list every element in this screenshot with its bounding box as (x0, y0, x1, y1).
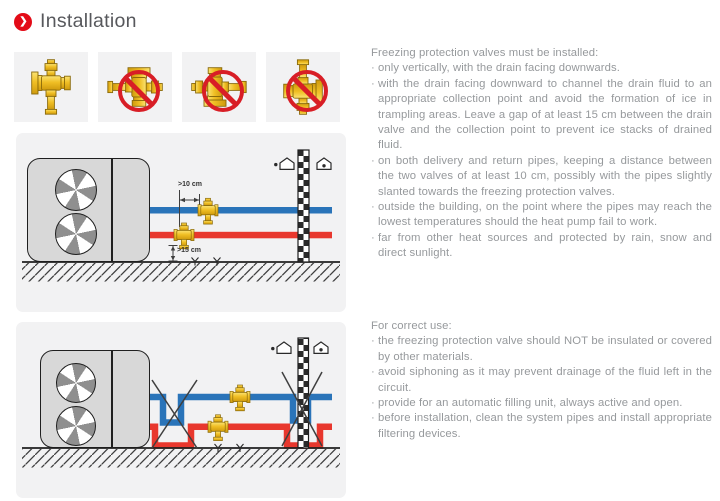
building-wall (298, 338, 309, 448)
list-item-text: provide for an automatic filling unit, always active and open. (378, 397, 683, 410)
bullet-icon: · (371, 412, 375, 425)
prohibition-icon (118, 70, 160, 112)
diagram-outdoor-installation (16, 133, 346, 312)
bullet-icon: · (371, 201, 375, 214)
valve-orientation-upside-down-prohibited (266, 52, 340, 122)
drop-dimension-label: >15 cm (177, 247, 201, 254)
list-item (371, 200, 712, 231)
list-item-text: outside the building, on the point where the pipes may reach the lowest temperatures should the heat pump fail to work. (378, 201, 712, 229)
list-item-text: with the drain facing downward to channel the drain fluid to an appropriate collection point and avoid the formation of ice in trampling areas. Leave a gap of at least 15 cm between the drain valve and the collection point to prevent ice stacks of drained fluid. (378, 77, 712, 152)
list-item (371, 231, 712, 262)
list-item (371, 411, 712, 442)
list-item-text: on both delivery and return pipes, keeping a distance between the two valves of at least 10 cm, possibly with the pipes slightly slanted towards the freezing protection valves. (378, 154, 712, 198)
list-item (371, 154, 712, 200)
bullet-icon: · (371, 366, 375, 379)
notes-intro: Freezing protection valves must be installed: (371, 47, 599, 59)
list-item (371, 61, 712, 76)
diagram-siphon-warning (16, 322, 346, 498)
list-item-text: the freezing protection valve should NOT be insulated or covered by other materials. (378, 335, 712, 363)
freezing-protection-valve-delivery (198, 198, 218, 224)
chevron-right-icon: ❯ (19, 15, 28, 27)
valve-icon (31, 59, 71, 115)
inside-house-icon (314, 342, 328, 353)
section-bullet-icon (14, 13, 32, 31)
page-title: Installation (40, 10, 137, 32)
inside-house-icon (317, 158, 331, 169)
list-item-text: before installation, clean the system pipes and install appropriate filtering devices. (378, 412, 712, 440)
correct-use-bullet-list (371, 334, 712, 442)
bullet-icon: · (371, 335, 375, 348)
correct-use-notes (371, 319, 712, 442)
freezing-protection-valve-return (174, 223, 194, 249)
diagram1-linework (16, 133, 346, 312)
bullet-icon: · (371, 397, 375, 410)
list-item-text: far from other heat sources and protected by rain, snow and direct sunlight. (378, 231, 712, 260)
ground-hatch (22, 449, 340, 468)
prohibition-icon (286, 70, 328, 112)
notes-bullet-list (371, 61, 712, 261)
crossed-out-siphon (152, 380, 197, 448)
valve-orientation-horizontal-right-prohibited (182, 52, 256, 122)
bullet-icon: · (371, 154, 375, 167)
freezing-protection-valve-delivery (230, 385, 250, 411)
bullet-icon: · (371, 77, 375, 90)
installation-notes (371, 46, 712, 262)
diagram2-linework (16, 322, 346, 498)
building-wall (298, 150, 309, 262)
list-item (371, 334, 712, 365)
list-item-text: only vertically, with the drain facing downwards. (378, 62, 621, 75)
outside-house-icon (271, 342, 291, 353)
list-item-text: avoid siphoning as it may prevent drainage of the fluid left in the circuit. (378, 366, 712, 394)
list-item (371, 77, 712, 154)
valve-orientation-horizontal-left-prohibited (98, 52, 172, 122)
list-item (371, 365, 712, 396)
bullet-icon: · (371, 62, 375, 75)
correct-use-intro: For correct use: (371, 320, 452, 332)
valve-orientation-correct (14, 52, 88, 122)
outside-house-icon (274, 158, 294, 169)
list-item (371, 396, 712, 411)
section-header (14, 10, 137, 33)
ground-hatch (22, 263, 340, 282)
gap-dimension-label: >10 cm (178, 181, 202, 188)
freezing-protection-valve-return (208, 415, 228, 441)
prohibition-icon (202, 70, 244, 112)
bullet-icon: · (371, 231, 375, 244)
